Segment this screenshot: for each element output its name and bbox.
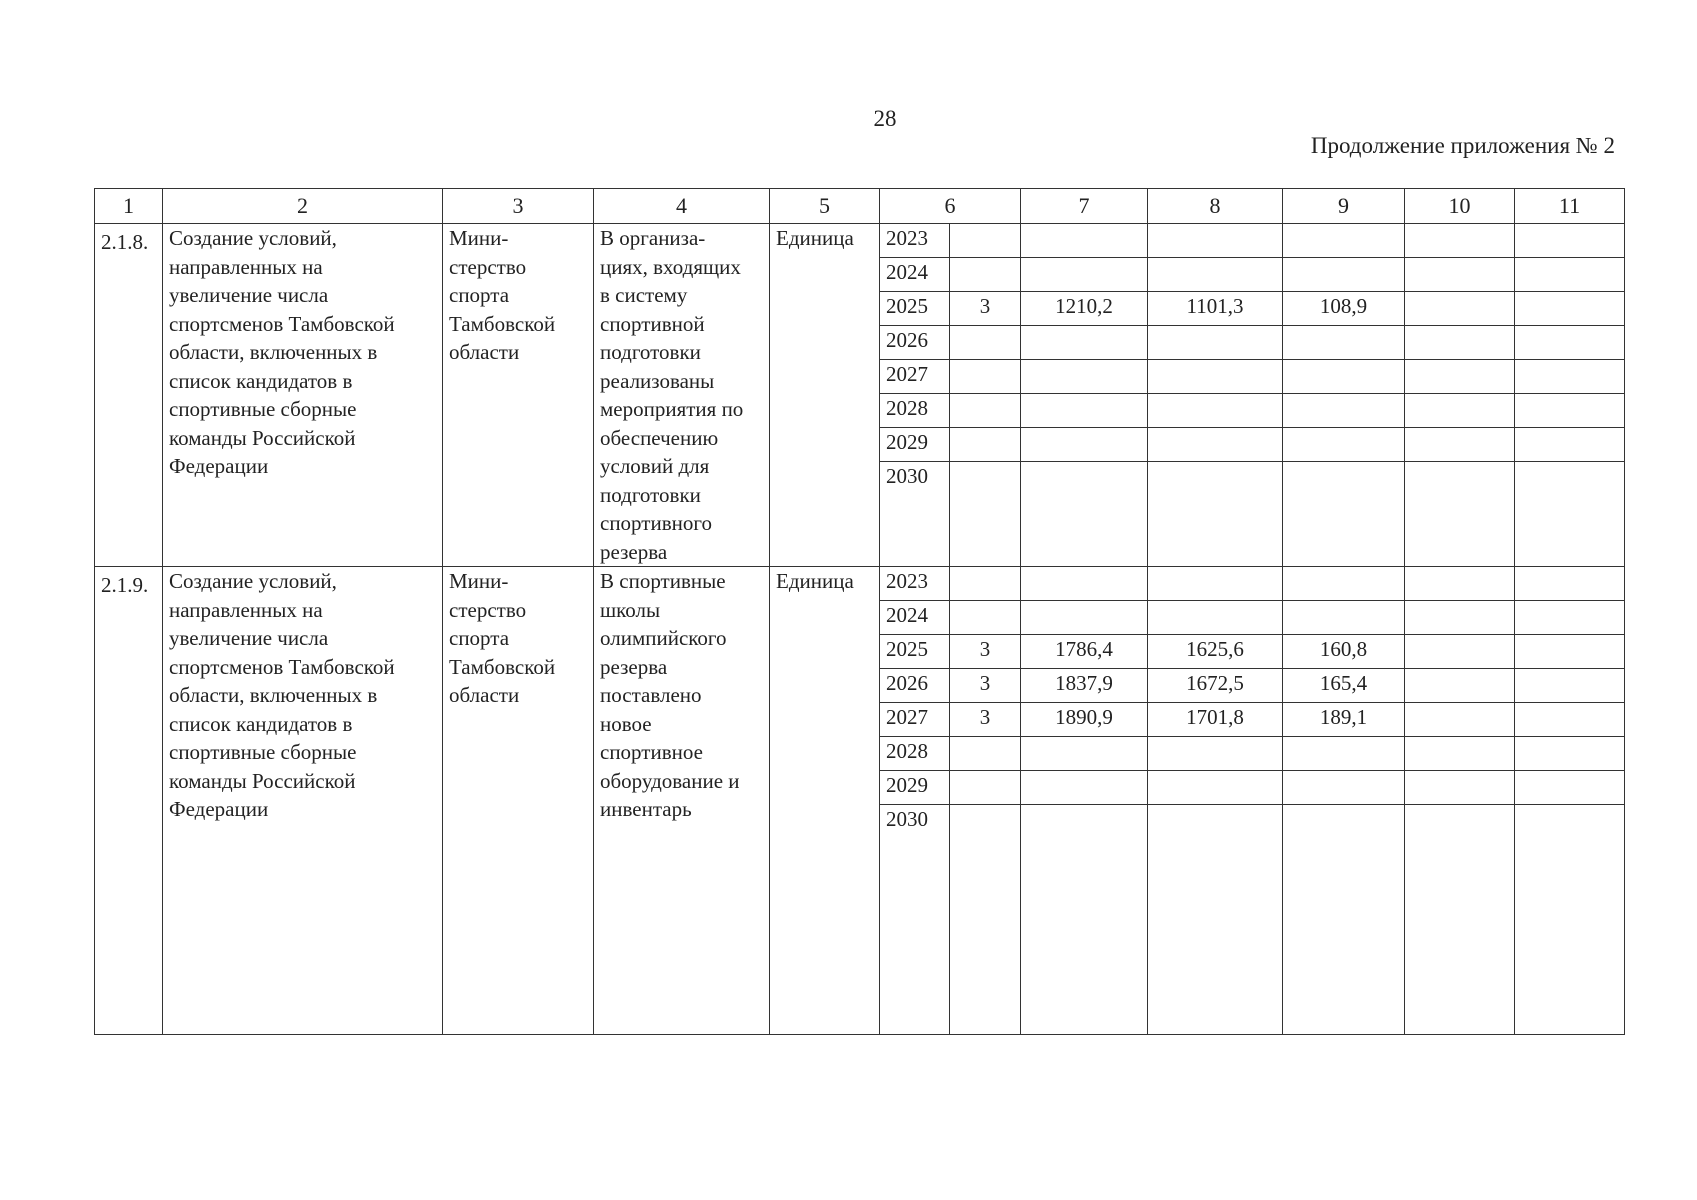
value-cell-c7: 1210,2: [1021, 292, 1148, 326]
year-cell: 2023: [880, 567, 950, 601]
value-cell-c9: [1283, 428, 1405, 462]
value-cell-c10: [1405, 224, 1515, 258]
value-cell-c8: 1625,6: [1148, 635, 1283, 669]
value-cell-c11: [1515, 635, 1625, 669]
value-cell-c10: [1405, 462, 1515, 567]
value-cell-c11: [1515, 567, 1625, 601]
year-cell: 2029: [880, 428, 950, 462]
value-cell-c6: 3: [950, 703, 1021, 737]
value-cell-c9: 165,4: [1283, 669, 1405, 703]
year-cell: 2030: [880, 462, 950, 567]
header-cell: 4: [594, 189, 770, 224]
value-cell-c10: [1405, 601, 1515, 635]
value-cell-c7: 1837,9: [1021, 669, 1148, 703]
header-cell: 8: [1148, 189, 1283, 224]
year-cell: 2030: [880, 805, 950, 1035]
header-cell: 1: [95, 189, 163, 224]
value-cell-c7: [1021, 360, 1148, 394]
value-cell-c8: 1101,3: [1148, 292, 1283, 326]
value-cell-c9: [1283, 326, 1405, 360]
value-cell-c11: [1515, 669, 1625, 703]
value-cell-c8: 1701,8: [1148, 703, 1283, 737]
item-result: В организа- циях, входящих в систему спортивной подготовки реализованы мероприятия по обеспечению условий для подготовки спортивного резерва: [594, 224, 770, 567]
year-cell: 2027: [880, 703, 950, 737]
value-cell-c6: 3: [950, 669, 1021, 703]
item-name: Создание условий, направленных на увеличение числа спортсменов Тамбовской области, включенных в список кандидатов в спортивные сборные команды Российской Федерации: [163, 567, 443, 1035]
value-cell-c11: [1515, 326, 1625, 360]
header-cell: 3: [443, 189, 594, 224]
item-result: В спортивные школы олимпийского резерва поставлено новое спортивное оборудование и инвентарь: [594, 567, 770, 1035]
value-cell-c8: [1148, 601, 1283, 635]
value-cell-c6: [950, 462, 1021, 567]
header-row: [95, 189, 1625, 224]
value-cell-c9: [1283, 771, 1405, 805]
header-cell: 7: [1021, 189, 1148, 224]
year-cell: 2025: [880, 635, 950, 669]
value-cell-c9: [1283, 224, 1405, 258]
page-number: 28: [873, 106, 897, 131]
value-cell-c10: [1405, 360, 1515, 394]
value-cell-c6: [950, 771, 1021, 805]
value-cell-c11: [1515, 462, 1625, 567]
year-cell: 2025: [880, 292, 950, 326]
header-cell: 5: [770, 189, 880, 224]
table-row: [95, 224, 1625, 258]
value-cell-c7: [1021, 567, 1148, 601]
year-cell: 2024: [880, 601, 950, 635]
value-cell-c9: [1283, 567, 1405, 601]
value-cell-c8: [1148, 462, 1283, 567]
value-cell-c6: [950, 567, 1021, 601]
value-cell-c9: [1283, 360, 1405, 394]
item-executor: Мини- стерство спорта Тамбовской области: [443, 224, 594, 567]
year-cell: 2026: [880, 326, 950, 360]
value-cell-c7: [1021, 771, 1148, 805]
value-cell-c6: 3: [950, 292, 1021, 326]
value-cell-c7: [1021, 326, 1148, 360]
value-cell-c10: [1405, 771, 1515, 805]
value-cell-c7: [1021, 224, 1148, 258]
value-cell-c7: [1021, 601, 1148, 635]
header-cell: 9: [1283, 189, 1405, 224]
value-cell-c9: [1283, 601, 1405, 635]
value-cell-c11: [1515, 601, 1625, 635]
value-cell-c9: [1283, 394, 1405, 428]
value-cell-c11: [1515, 428, 1625, 462]
value-cell-c10: [1405, 567, 1515, 601]
value-cell-c11: [1515, 805, 1625, 1035]
value-cell-c8: [1148, 258, 1283, 292]
value-cell-c9: 160,8: [1283, 635, 1405, 669]
header-cell: 10: [1405, 189, 1515, 224]
value-cell-c6: [950, 737, 1021, 771]
value-cell-c8: [1148, 428, 1283, 462]
value-cell-c10: [1405, 805, 1515, 1035]
value-cell-c9: [1283, 805, 1405, 1035]
value-cell-c7: [1021, 805, 1148, 1035]
value-cell-c6: [950, 360, 1021, 394]
value-cell-c11: [1515, 224, 1625, 258]
value-cell-c9: [1283, 737, 1405, 771]
year-cell: 2029: [880, 771, 950, 805]
header-cell: 6: [880, 189, 1021, 224]
value-cell-c7: [1021, 394, 1148, 428]
value-cell-c7: [1021, 462, 1148, 567]
value-cell-c9: [1283, 258, 1405, 292]
year-cell: 2028: [880, 737, 950, 771]
value-cell-c11: [1515, 771, 1625, 805]
value-cell-c10: [1405, 258, 1515, 292]
value-cell-c10: [1405, 394, 1515, 428]
value-cell-c6: [950, 601, 1021, 635]
value-cell-c6: [950, 428, 1021, 462]
value-cell-c8: [1148, 805, 1283, 1035]
value-cell-c10: [1405, 428, 1515, 462]
value-cell-c6: [950, 326, 1021, 360]
value-cell-c6: [950, 805, 1021, 1035]
item-name: Создание условий, направленных на увеличение числа спортсменов Тамбовской области, включенных в список кандидатов в спортивные сборные команды Российской Федерации: [163, 224, 443, 567]
value-cell-c11: [1515, 703, 1625, 737]
item-unit: Единица: [770, 224, 880, 567]
year-cell: 2026: [880, 669, 950, 703]
value-cell-c8: [1148, 326, 1283, 360]
value-cell-c9: [1283, 462, 1405, 567]
value-cell-c10: [1405, 669, 1515, 703]
year-cell: 2024: [880, 258, 950, 292]
value-cell-c7: [1021, 428, 1148, 462]
table-row: [95, 567, 1625, 601]
value-cell-c8: [1148, 567, 1283, 601]
item-executor: Мини- стерство спорта Тамбовской области: [443, 567, 594, 1035]
value-cell-c6: [950, 394, 1021, 428]
value-cell-c9: 189,1: [1283, 703, 1405, 737]
value-cell-c6: [950, 224, 1021, 258]
value-cell-c11: [1515, 737, 1625, 771]
item-number: 2.1.8.: [95, 224, 163, 567]
value-cell-c10: [1405, 737, 1515, 771]
header-cell: 2: [163, 189, 443, 224]
value-cell-c7: 1786,4: [1021, 635, 1148, 669]
item-unit: Единица: [770, 567, 880, 1035]
value-cell-c11: [1515, 292, 1625, 326]
value-cell-c7: [1021, 737, 1148, 771]
value-cell-c6: 3: [950, 635, 1021, 669]
value-cell-c10: [1405, 326, 1515, 360]
value-cell-c10: [1405, 703, 1515, 737]
value-cell-c8: [1148, 394, 1283, 428]
item-number: 2.1.9.: [95, 567, 163, 1035]
program-table: [94, 188, 1625, 1035]
value-cell-c10: [1405, 292, 1515, 326]
value-cell-c11: [1515, 360, 1625, 394]
value-cell-c11: [1515, 394, 1625, 428]
value-cell-c8: [1148, 737, 1283, 771]
value-cell-c9: 108,9: [1283, 292, 1405, 326]
header-cell: 11: [1515, 189, 1625, 224]
year-cell: 2027: [880, 360, 950, 394]
value-cell-c8: 1672,5: [1148, 669, 1283, 703]
value-cell-c6: [950, 258, 1021, 292]
value-cell-c8: [1148, 224, 1283, 258]
value-cell-c10: [1405, 635, 1515, 669]
appendix-continuation-note: Продолжение приложения № 2: [1310, 133, 1615, 158]
value-cell-c7: 1890,9: [1021, 703, 1148, 737]
value-cell-c8: [1148, 360, 1283, 394]
value-cell-c7: [1021, 258, 1148, 292]
year-cell: 2023: [880, 224, 950, 258]
value-cell-c8: [1148, 771, 1283, 805]
value-cell-c11: [1515, 258, 1625, 292]
year-cell: 2028: [880, 394, 950, 428]
